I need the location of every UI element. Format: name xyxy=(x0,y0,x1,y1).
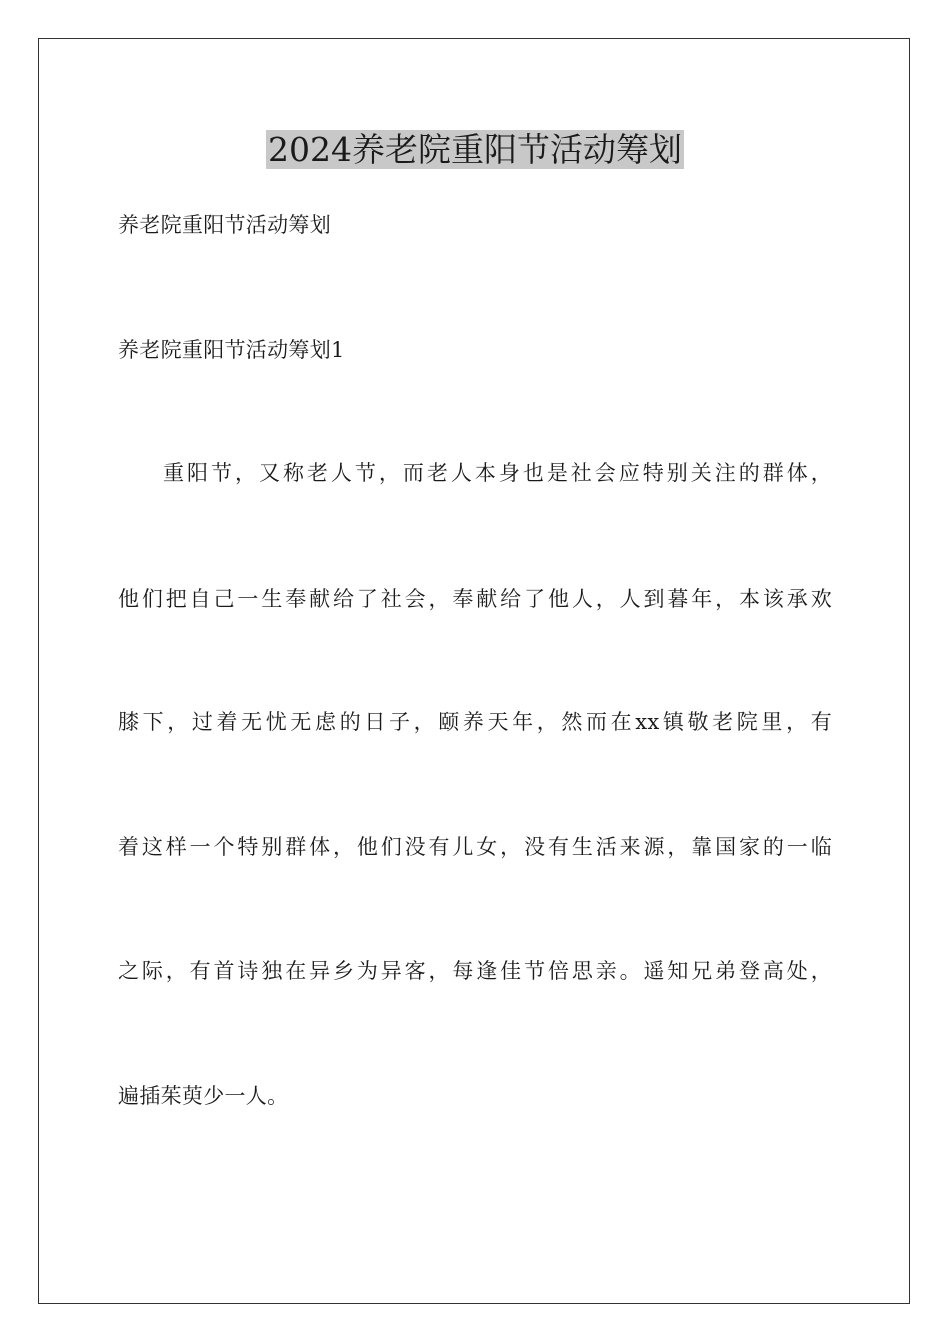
body-line-2: 他们把自己一生奉献给了社会，奉献给了他人，人到暮年，本该承欢 xyxy=(118,587,832,611)
body-line-6: 遍插茱萸少一人。 xyxy=(118,1084,289,1108)
document-title xyxy=(0,128,950,172)
body-line-5: 之际，有首诗独在异乡为异客，每逢佳节倍思亲。遥知兄弟登高处， xyxy=(118,959,832,983)
document-title-text: 2024养老院重阳节活动筹划 xyxy=(268,130,682,169)
body-line-1: 重阳节，又称老人节，而老人本身也是社会应特别关注的群体， xyxy=(163,461,832,485)
document-subtitle: 养老院重阳节活动筹划 xyxy=(118,213,331,237)
body-line-3: 膝下，过着无忧无虑的日子，颐养天年，然而在xx镇敬老院里，有 xyxy=(118,710,832,734)
body-line-4: 着这样一个特别群体，他们没有儿女，没有生活来源，靠国家的一临 xyxy=(118,835,832,859)
section-heading: 养老院重阳节活动筹划1 xyxy=(118,338,345,362)
